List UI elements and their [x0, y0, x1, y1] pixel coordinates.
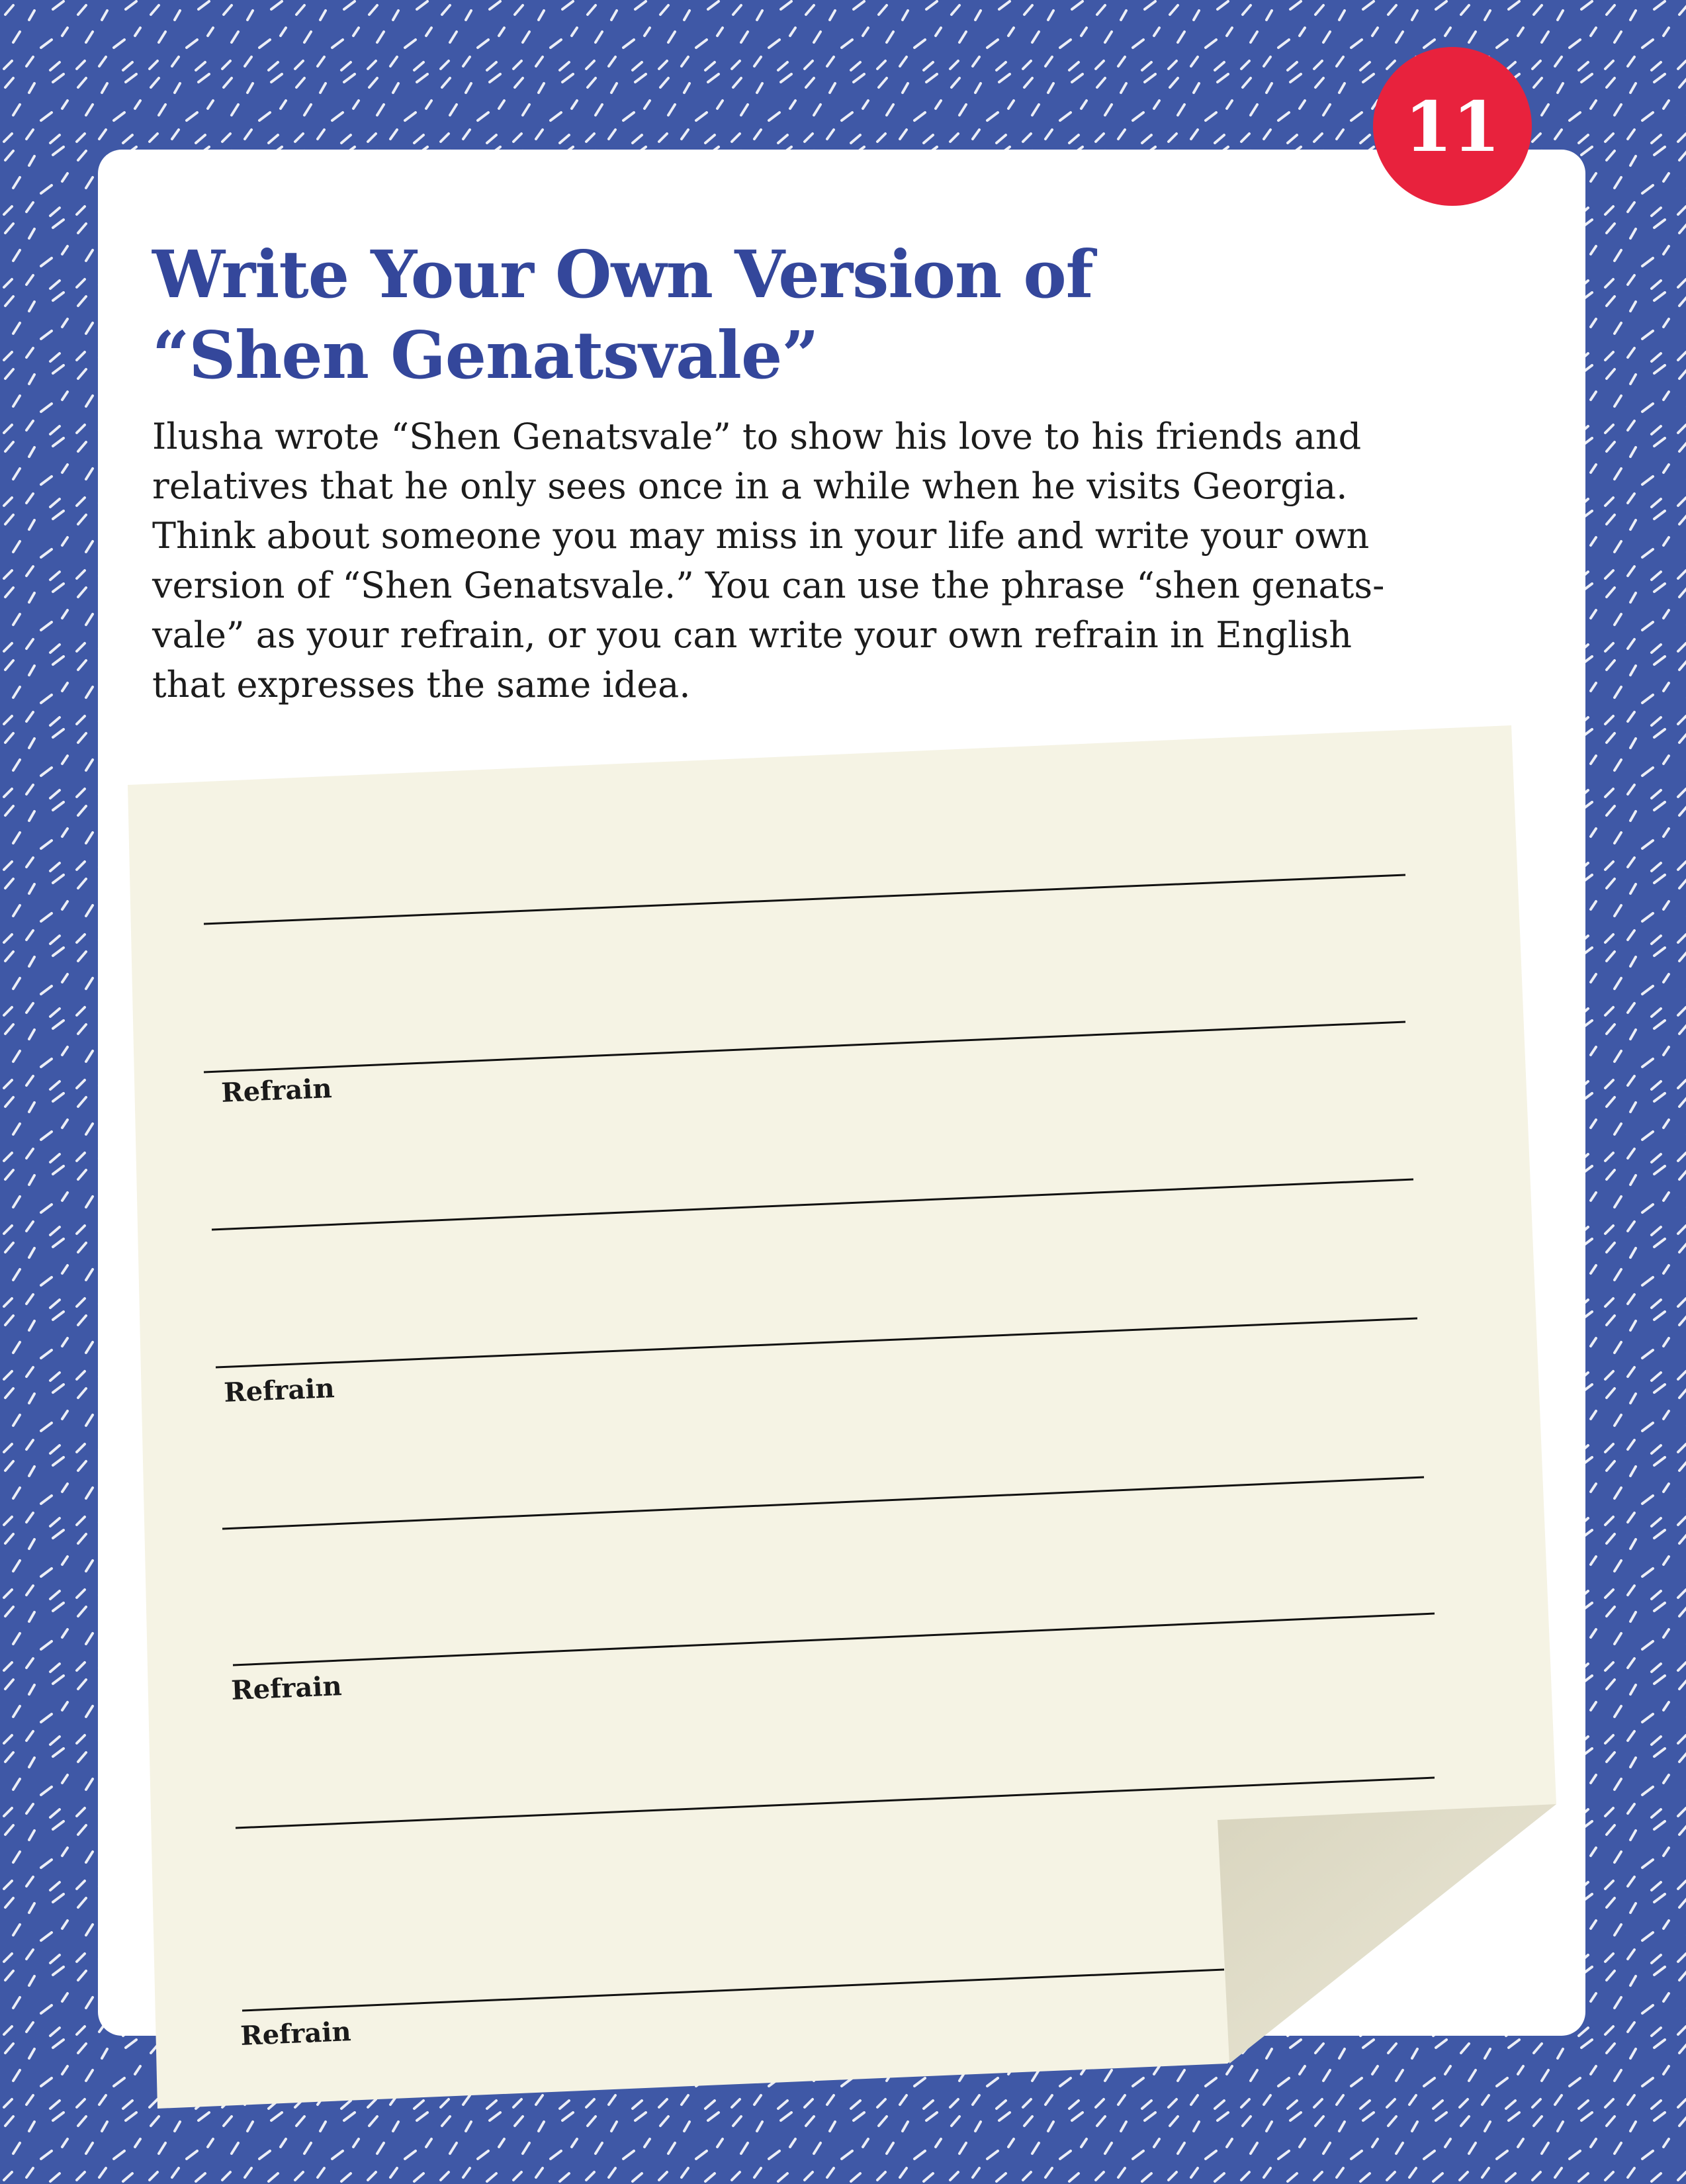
page-number-badge: 11: [1373, 47, 1532, 206]
refrain-label: Refrain: [223, 1373, 335, 1408]
intro-line: that expresses the same idea.: [152, 664, 691, 705]
title-line-2: “Shen Genatsvale”: [152, 318, 819, 394]
title-line-1: Write Your Own Version of: [152, 237, 1093, 313]
intro-line: Think about someone you may miss in your life and write your own: [152, 515, 1370, 557]
paper-curl: [1218, 1804, 1556, 2064]
intro-line: Ilusha wrote “Shen Genatsvale” to show his love to his friends and: [152, 416, 1362, 457]
intro-line: version of “Shen Genatsvale.” You can use the phrase “shen genats-: [152, 565, 1385, 606]
intro-line: vale” as your refrain, or you can write your own refrain in English: [152, 614, 1353, 656]
intro-line: relatives that he only sees once in a while when he visits Georgia.: [152, 465, 1348, 507]
refrain-label: Refrain: [240, 2016, 352, 2052]
refrain-label: Refrain: [230, 1670, 343, 1706]
refrain-label: Refrain: [220, 1073, 333, 1109]
